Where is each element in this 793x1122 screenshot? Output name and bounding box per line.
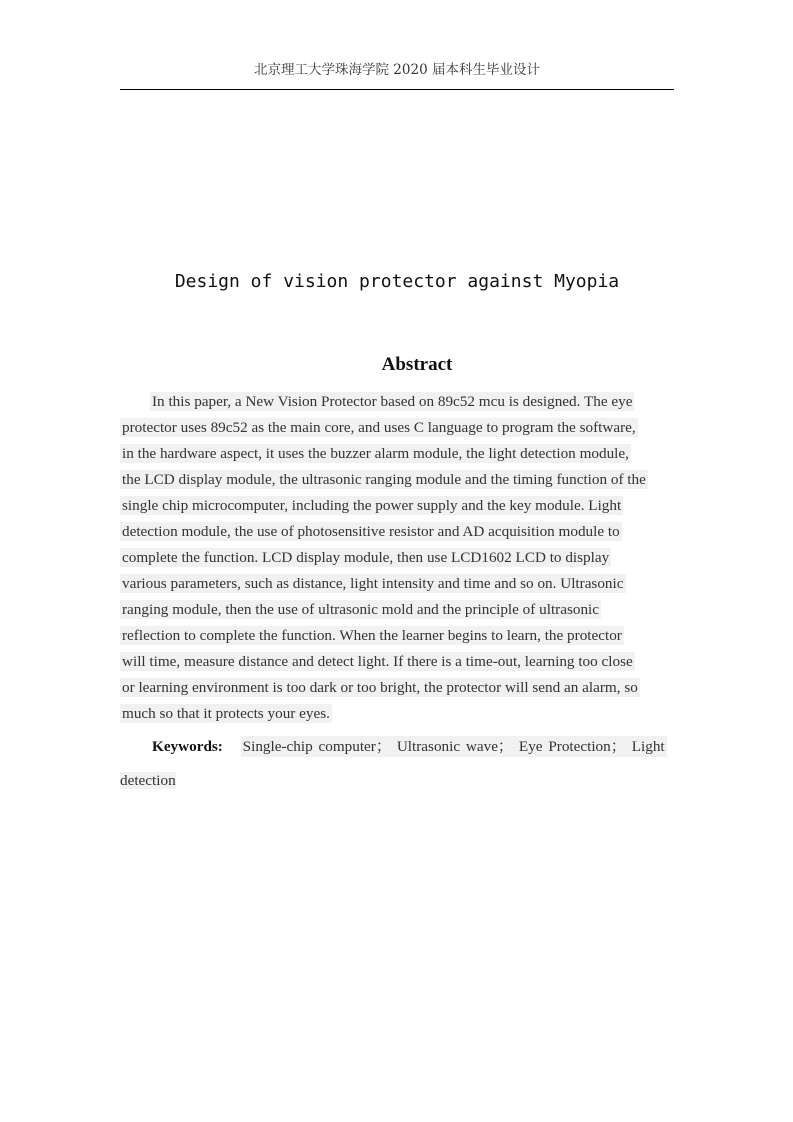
- keywords-continuation: detection: [120, 772, 176, 789]
- abstract-line: complete the function. LCD display module, then use LCD1602 LCD to display: [122, 549, 610, 566]
- abstract-line: the LCD display module, the ultrasonic ranging module and the timing function of the: [122, 471, 646, 488]
- paper-title: Design of vision protector against Myopia: [174, 271, 620, 292]
- abstract-line: much so that it protects your eyes.: [122, 705, 330, 722]
- abstract-line: in the hardware aspect, it uses the buzzer alarm module, the light detection module,: [122, 445, 629, 462]
- abstract-line: will time, measure distance and detect light. If there is a time-out, learning too close: [122, 653, 633, 670]
- abstract-line: reflection to complete the function. When the learner begins to learn, the protector: [122, 627, 622, 644]
- abstract-line: single chip microcomputer, including the power supply and the key module. Light: [122, 497, 622, 514]
- keywords-list: Single-chip computer； Ultrasonic wave； Eye Protection； Light: [242, 738, 665, 755]
- abstract-line: or learning environment is too dark or too bright, the protector will send an alarm, so: [122, 679, 638, 696]
- abstract-body: [120, 389, 680, 727]
- keywords-label: Keywords:: [152, 738, 223, 755]
- page-header: 北京理工大学珠海学院 2020 届本科生毕业设计: [254, 62, 540, 78]
- abstract-line: ranging module, then the use of ultrasonic mold and the principle of ultrasonic: [122, 601, 600, 618]
- abstract-heading: Abstract: [381, 354, 453, 375]
- abstract-line: In this paper, a New Vision Protector based on 89c52 mcu is designed. The eye: [152, 393, 633, 410]
- keywords-line: [120, 734, 680, 760]
- header-divider: [120, 89, 674, 90]
- keywords-section: [120, 734, 680, 794]
- abstract-line: detection module, the use of photosensitive resistor and AD acquisition module to: [122, 523, 620, 540]
- abstract-line: protector uses 89c52 as the main core, and uses C language to program the software,: [122, 419, 636, 436]
- abstract-line: various parameters, such as distance, light intensity and time and so on. Ultrasonic: [122, 575, 624, 592]
